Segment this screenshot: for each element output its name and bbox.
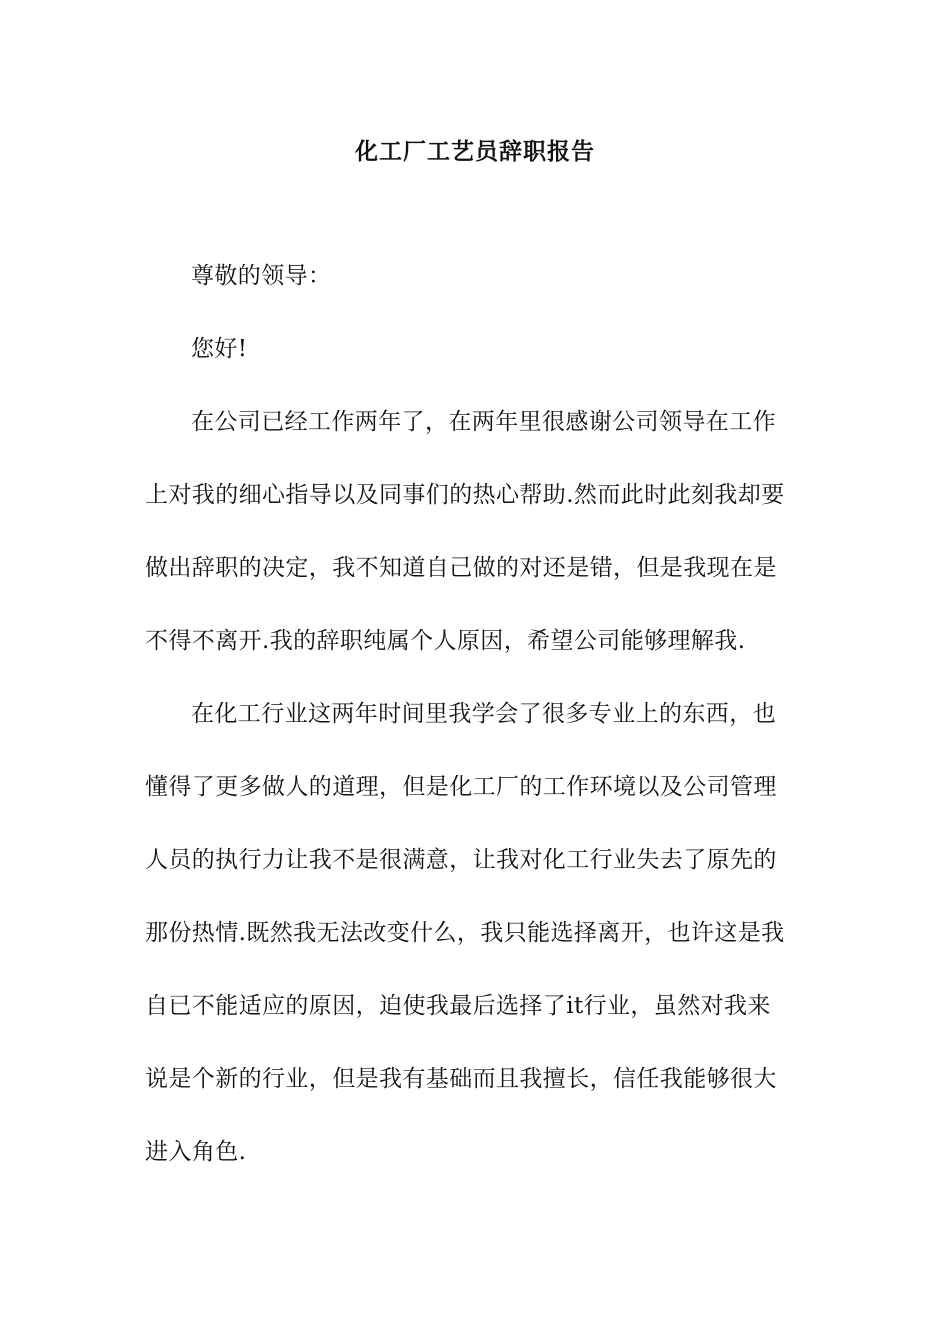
paragraph-1-line-4: 不得不离开.我的辞职纯属个人原因，希望公司能够理解我. — [145, 628, 746, 654]
document-body — [145, 258, 810, 1207]
salutation: 尊敬的领导： — [191, 263, 332, 289]
paragraph-2-line-1: 在化工行业这两年时间里我学会了很多专业上的东西，也 — [191, 701, 776, 727]
paragraph-2-line-2: 懂得了更多做人的道理，但是化工厂的工作环境以及公司管理 — [145, 774, 777, 800]
paragraph-2-line-4: 那份热情.既然我无法改变什么，我只能选择离开，也许这是我 — [145, 920, 785, 946]
paragraph-2-line-5: 自已不能适应的原因，迫使我最后选择了it行业，虽然对我来 — [145, 993, 771, 1019]
paragraph-2-line-6: 说是个新的行业，但是我有基础而且我擅长，信任我能够很大 — [145, 1066, 777, 1092]
paragraph-1-line-1: 在公司已经工作两年了，在两年里很感谢公司领导在工作 — [191, 409, 776, 435]
greeting: 您好! — [191, 336, 248, 362]
document-title: 化工厂工艺员辞职报告 — [355, 138, 595, 165]
paragraph-2-line-3: 人员的执行力让我不是很满意，让我对化工行业失去了原先的 — [145, 847, 777, 873]
paragraph-1-line-2: 上对我的细心指导以及同事们的热心帮助.然而此时此刻我却要 — [145, 482, 785, 508]
paragraph-1-line-3: 做出辞职的决定，我不知道自己做的对还是错，但是我现在是 — [145, 555, 777, 581]
paragraph-2-line-7: 进入角色. — [145, 1139, 247, 1165]
